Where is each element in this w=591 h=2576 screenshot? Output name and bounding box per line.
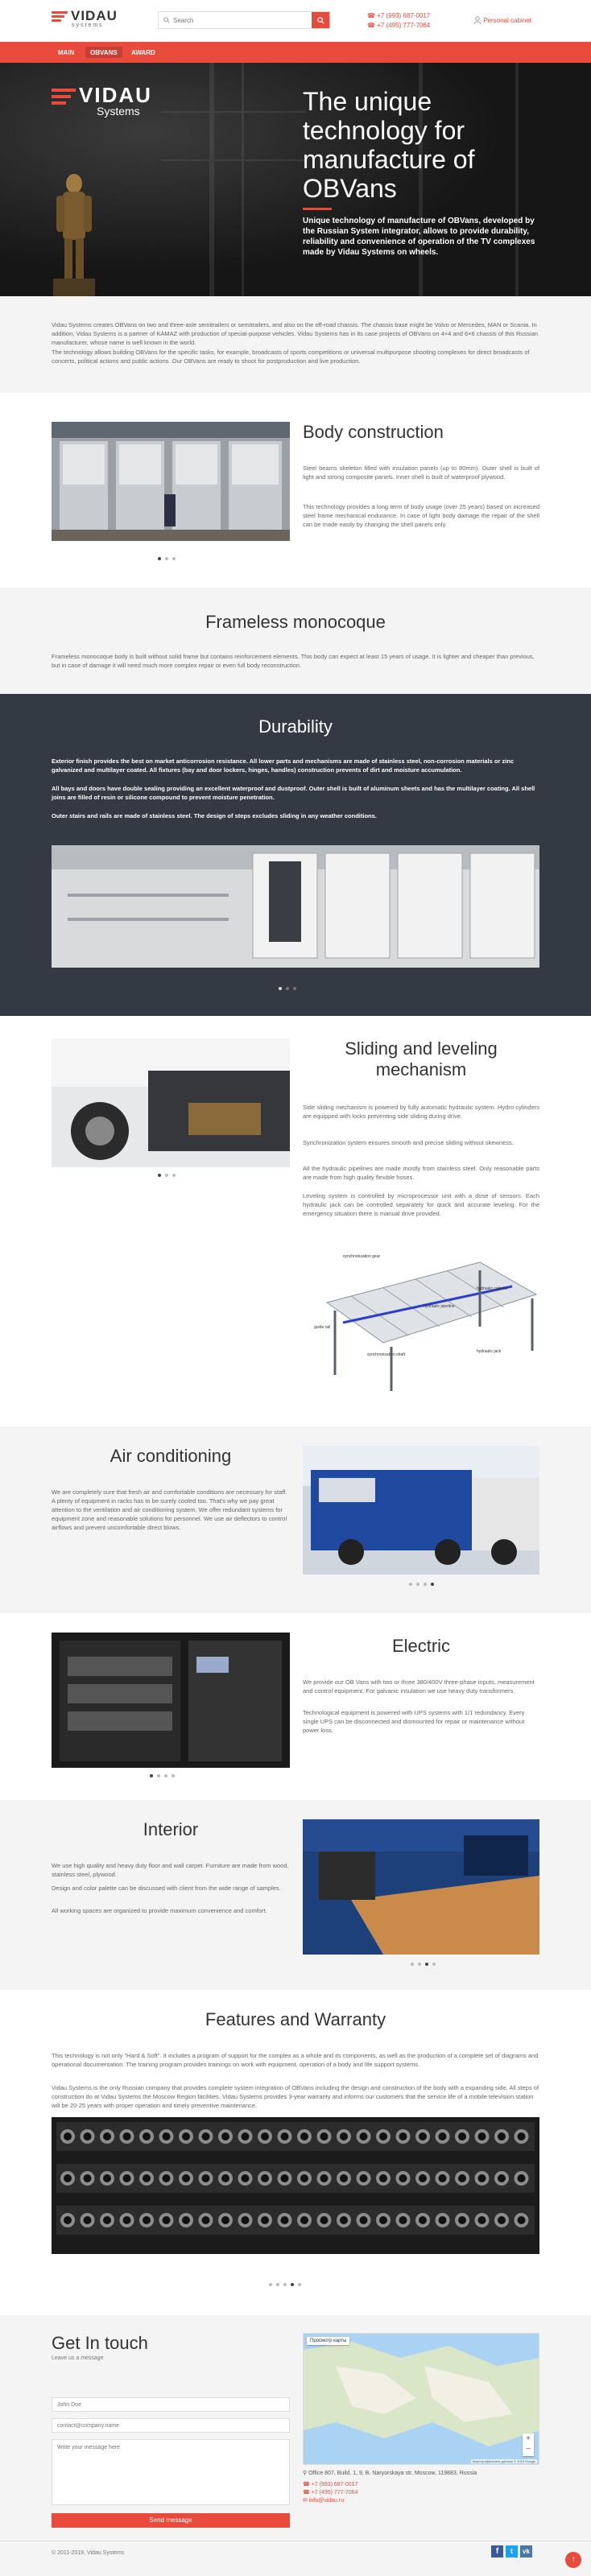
search-input[interactable] xyxy=(159,13,308,29)
nav-item-obvans[interactable]: OBVANS xyxy=(85,47,122,58)
header-phone-1[interactable]: ☎ +7 (993) 687-0017 xyxy=(367,12,431,19)
features-paragraph-2: Vidau Systems is the only Russian company that provides complete system integration of OBVans including the design and construction of the body with a expanding side. All steps of construction do at Vidau Systems the Moscow Region facilities. Vidau Systems provides 3-year warranty and informs our customers that the service life of a mobile television station will be 20-25 years with proper operation and timely preventive maintenance. xyxy=(52,2084,539,2109)
site-header xyxy=(0,0,591,42)
air-photo xyxy=(303,1446,539,1575)
map-view-label[interactable]: Просмотр карты xyxy=(307,2337,349,2345)
phone-icon: ☎ xyxy=(303,2490,312,2496)
hero-logo xyxy=(52,85,152,118)
air-paragraph: We are completely sure that fresh air and comfortable conditions are necessary for staff. A plenty of equipment in racks has to be surely cooled too. That's why we pay great attention to the ventilation and air conditioning system. We offer redundant systems for equipment zone and reasonable solutions for personnel. We use air deflectors to control airflows and prevent uncomfortable direct blows. xyxy=(52,1488,287,1531)
header-logo[interactable] xyxy=(52,10,118,28)
features-photo xyxy=(52,2117,539,2254)
diagram-label-pipeline: hydraulic pipeline xyxy=(424,1304,455,1309)
hero-logo-brand: VIDAU xyxy=(79,83,152,107)
diagram-label-jack: hydraulic jack xyxy=(477,1349,502,1354)
hero-text: Unique technology of manufacture of OBVans, developed by the Russian System integrator, allows to provide durability, reliability and convenience of operation of the TV complexes made by Vidau Systems on wheels. xyxy=(303,217,535,257)
durability-image xyxy=(52,845,539,968)
air-slider-dots[interactable] xyxy=(409,1583,434,1586)
nav-item-main[interactable]: MAIN xyxy=(58,49,75,56)
body-construction-section xyxy=(0,393,591,586)
contact-email[interactable]: ✉ info@vidau.ru xyxy=(303,2498,345,2504)
contact-map[interactable] xyxy=(303,2333,539,2465)
air-conditioning-section xyxy=(0,1426,591,1613)
user-icon xyxy=(473,16,481,24)
interior-section xyxy=(0,1800,591,1990)
search-icon xyxy=(317,17,324,24)
durability-section xyxy=(0,694,591,1016)
body-construction-paragraph-2: This technology provides a long term of body usage (over 25 years) based on increased steel frame mechanical endurance. In case of light body damage the repair of the shell can be made easily by changing the shell panels only. xyxy=(303,503,539,528)
features-slider-dots[interactable] xyxy=(269,2283,301,2286)
interior-image xyxy=(303,1819,539,1955)
contact-address: ⚲ Office 807, Build. 1, 9, B. Naryorskaya str, Moscow, 119883, Russia xyxy=(303,2471,477,2476)
electric-section xyxy=(0,1613,591,1800)
search-button[interactable] xyxy=(312,12,329,28)
sliding-image xyxy=(52,1038,290,1167)
interior-slider-dots[interactable] xyxy=(411,1963,436,1966)
durability-title: Durability xyxy=(258,716,333,737)
hero-banner xyxy=(0,63,591,296)
send-message-button[interactable]: Send message xyxy=(52,2513,290,2528)
sliding-title: Sliding and leveling mechanism xyxy=(345,1038,498,1080)
frameless-title: Frameless monocoque xyxy=(205,612,386,632)
zoom-out-icon[interactable]: − xyxy=(526,2445,531,2454)
sliding-slider-dots[interactable] xyxy=(158,1174,176,1177)
sliding-photo xyxy=(52,1038,290,1167)
contact-phone-2[interactable]: ☎ +7 (495) 777-7064 xyxy=(303,2490,358,2496)
body-construction-photo xyxy=(52,422,290,541)
email-icon: ✉ xyxy=(303,2498,309,2504)
social-links xyxy=(491,2545,532,2557)
durability-paragraph-2: All bays and doors have double sealing providing an excellent waterproof and dustproof. Outer shell is built of aluminum sheets and has the multilayer coating. All shell joins are filled of resin or silicone compound to prevent moisture penetration. xyxy=(52,785,535,801)
body-construction-image xyxy=(52,422,290,541)
interior-paragraph-3: All working spaces are organized to provide maximum convenience and comfort. xyxy=(52,1907,267,1914)
interior-photo xyxy=(303,1819,539,1955)
main-nav xyxy=(0,42,591,63)
contact-title: Get In touch xyxy=(52,2333,148,2353)
frameless-paragraph: Frameless monocoque body is built without solid frame but contains reinforcement elements. This body can expect at least 15 years of usage. It is lighter and cheaper than previous, but in case of damage it will need much more complex repair or even full body reconstruction. xyxy=(52,653,535,669)
email-input[interactable] xyxy=(52,2418,290,2433)
intro-paragraph-2: The technology allows building OBVans for the specific tasks, for example, broadcasts of sports competitions or universal multipurpose shooting complexes for direct broadcasts of concerts, political actions and public actions. Our OBVans are ready to shoot for postproduction and live production. xyxy=(52,349,530,365)
interior-paragraph-2: Design and color palette can be discussed with client from the wide range of samples. xyxy=(52,1885,281,1892)
vk-icon[interactable]: vk xyxy=(520,2545,532,2557)
map-attribution: Картографические данные © 2019 Google xyxy=(473,2459,535,2463)
logo-mark-icon xyxy=(52,11,68,21)
hero-accent-bar xyxy=(303,208,332,210)
air-title: Air conditioning xyxy=(110,1446,232,1466)
contact-subtitle: Leave us a message xyxy=(52,2355,104,2361)
logo-brand: VIDAU xyxy=(71,8,118,23)
durability-photo xyxy=(52,845,539,968)
sliding-paragraph-2: Synchronization system ensures smooth and precise sliding without skewness. xyxy=(303,1139,514,1146)
message-textarea[interactable] xyxy=(52,2439,290,2505)
features-title: Features and Warranty xyxy=(205,2009,386,2029)
hero-logo-mark-icon xyxy=(52,89,76,105)
map-drawing xyxy=(304,2334,539,2465)
name-input[interactable] xyxy=(52,2397,290,2412)
electric-paragraph-2: Technological equipment is powered with UPS systems with 1/1 redundancy. Every single UPS can be disconnected and dismounted for repair or maintenance without power loss. xyxy=(303,1709,525,1734)
logo-sub: systems xyxy=(72,23,104,28)
diagram-label-sync-shaft: synchronization shaft xyxy=(367,1352,405,1357)
features-section xyxy=(0,1990,591,2315)
electric-paragraph-1: We provide our OB Vans with two or three 380/400V three-phase inputs, measurement and control equipment. For galvanic insulation we use heavy duty transformers. xyxy=(303,1678,535,1695)
hero-title: The unique technology for manufacture of OBVans xyxy=(303,87,475,203)
durability-slider-dots[interactable] xyxy=(279,987,296,990)
electric-photo xyxy=(52,1633,290,1768)
search-box xyxy=(158,11,330,29)
body-construction-title: Body construction xyxy=(303,422,444,442)
diagram-label-cylinder: hydraulic cylinder xyxy=(477,1286,508,1291)
air-image xyxy=(303,1446,539,1575)
facebook-icon[interactable]: f xyxy=(491,2545,503,2557)
contact-section xyxy=(0,2315,591,2576)
search-field-icon xyxy=(163,17,170,23)
scroll-to-top-icon[interactable]: ↑ xyxy=(565,2552,581,2568)
sliding-diagram-drawing xyxy=(311,1254,544,1399)
diagram-label-guide-rail: guide rail xyxy=(314,1325,331,1330)
sliding-paragraph-1: Side sliding mechanism is powered by fully automatic hydraulic system. Hydro cylinders are equipped with locks preventing side sliding during drive. xyxy=(303,1104,539,1120)
sliding-paragraph-4: Leveling system is controlled by microprocessor unit with a dose of sensors. Each hydraulic jack can be controlled separately for quick and accurate leveling. For the emergency situation there is manual drive provided. xyxy=(303,1192,539,1217)
durability-paragraph-3: Outer stairs and rails are made of stainless steel. The design of steps excludes sliding in any weather conditions. xyxy=(52,812,377,819)
zoom-in-icon[interactable]: + xyxy=(526,2434,531,2443)
hero-logo-sub: Systems xyxy=(97,105,140,118)
phone-icon: ☎ xyxy=(367,12,378,19)
body-construction-slider-dots[interactable] xyxy=(158,557,176,560)
twitter-icon[interactable]: t xyxy=(506,2545,518,2557)
header-phone-2[interactable]: ☎ +7 (495) 777-7064 xyxy=(367,22,431,29)
electric-image xyxy=(52,1633,290,1768)
features-image xyxy=(52,2117,539,2254)
intro-section xyxy=(0,296,591,393)
sliding-paragraph-3: All the hydraulic pipelines are made mostly from stainless steel. Only reasonable parts are made from high quality flexible hoses. xyxy=(303,1165,539,1181)
personal-cabinet-link[interactable]: Personal cabinet xyxy=(473,16,531,24)
nav-item-award[interactable]: AWARD xyxy=(131,49,155,56)
contact-phone-1[interactable]: ☎ +7 (993) 687-0017 xyxy=(303,2482,358,2487)
sliding-section xyxy=(0,1016,591,1426)
interior-paragraph-1: We use high quality and heavy duty floor and wall carpet. Furniture are made from wood, stainless steel, plywood. xyxy=(52,1862,289,1878)
phone-icon: ☎ xyxy=(367,22,378,29)
interior-title: Interior xyxy=(143,1819,199,1839)
diagram-label-sync-gear: synchronization gear xyxy=(343,1254,381,1259)
durability-paragraph-1: Exterior finish provides the best on market anticorrosion resistance. All lower parts and mechanisms are made of stainless steel, non-corrosion materials or zinc galvanized and multilayer coated. All fixtures (bay and door lockers, hinges, handles) construction prevents of dirt and moisture accumulation. xyxy=(52,758,515,774)
body-construction-paragraph-1: Steel beams skeleton filled with insulation panels (up to 80mm). Outer shell is built of light and strong composite panels. Inner shell is built of waterproof plywood. xyxy=(303,464,539,481)
electric-title: Electric xyxy=(391,1636,451,1656)
sliding-diagram xyxy=(311,1254,544,1399)
header-phones xyxy=(367,11,430,31)
electric-slider-dots[interactable] xyxy=(150,1774,175,1777)
footer-copyright: © 2011-2019, Vidau Systems xyxy=(52,2550,125,2556)
phone-icon: ☎ xyxy=(303,2482,312,2487)
location-pin-icon: ⚲ xyxy=(303,2471,309,2476)
map-zoom-controls xyxy=(523,2434,534,2456)
features-paragraph-1: This technology is not only "Hard & Soft". It includes a program of support for the complex as a whole and its components, as well as the production of a complete set of diagrams and operational documentation. The training program provides trainings on work with equipment, operation of a body and life support systems. xyxy=(52,2052,539,2068)
intro-paragraph-1: Vidau Systems creates OBVans on two and three-axle semitrailers or semitrailers, and also on the off-road chassis. The chassis base might be Volvo or Mercedes, MAN or Scania. In addition, Vidau Systems is a partner of KAMAZ with production of special-purpose vehicles. Vidau Systems has in its case projects of OBVans on 4×4 and 6×6 chassis of this Russian manufacturer, whose name is well known in the world. xyxy=(52,321,539,346)
frameless-section xyxy=(0,588,591,694)
